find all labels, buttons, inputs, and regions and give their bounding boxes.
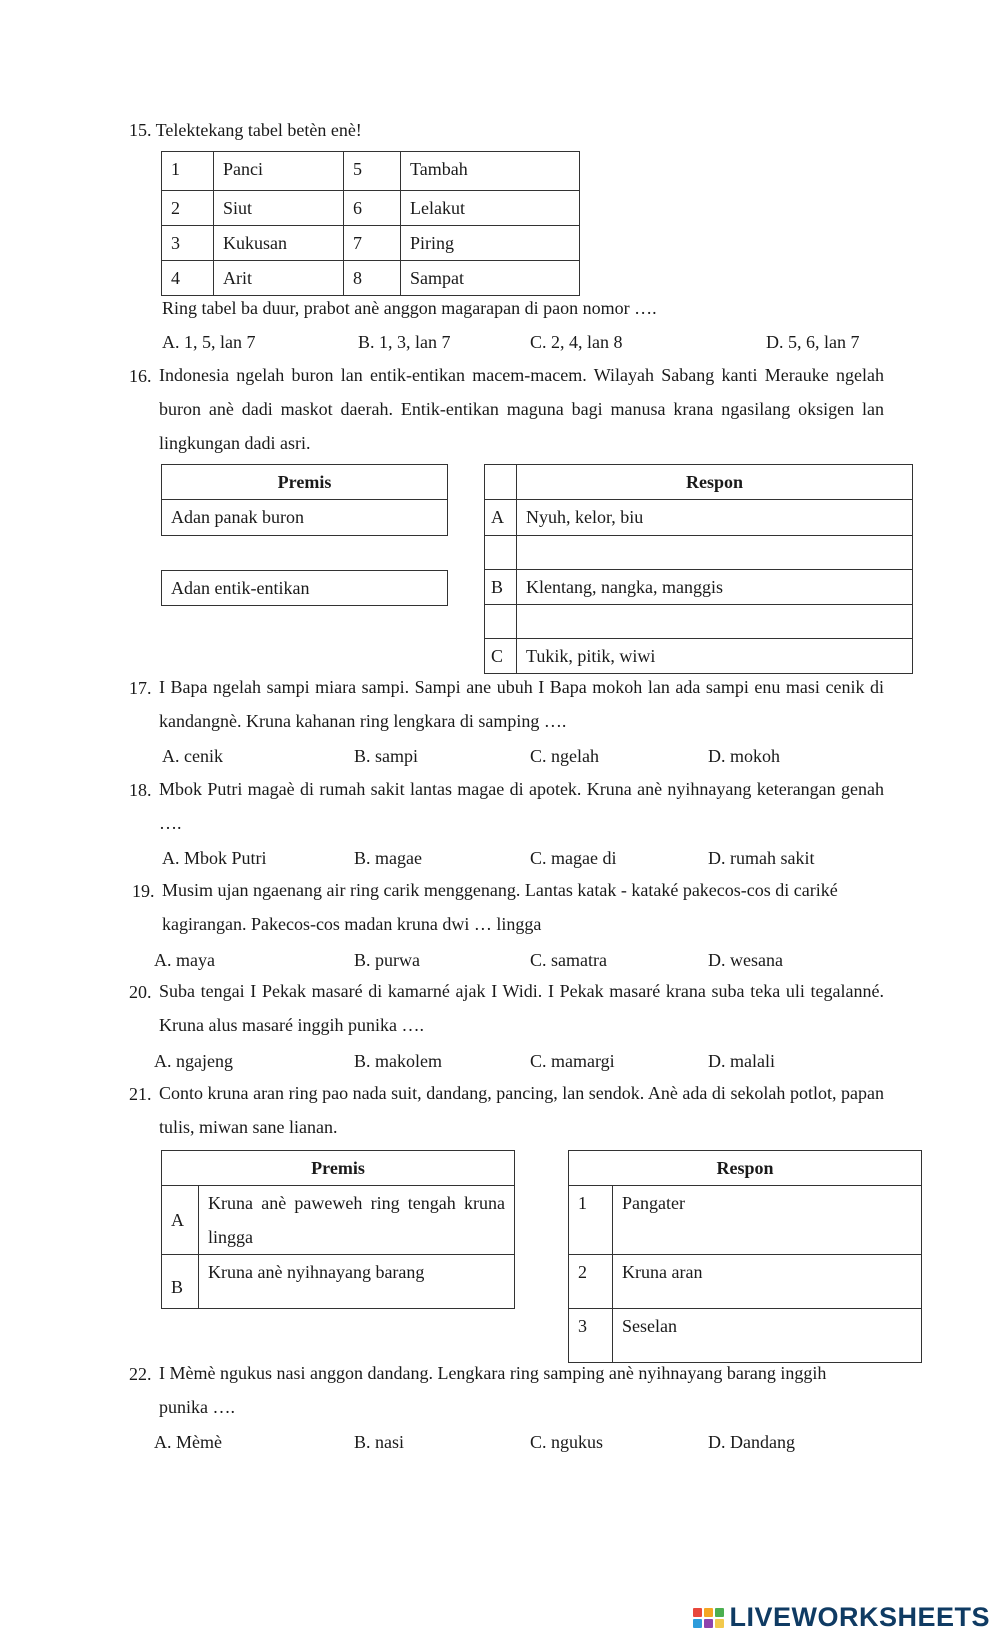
table-cell: Panci (214, 152, 344, 191)
table-row (162, 1255, 515, 1309)
q19-number: 19. (132, 881, 155, 901)
respon-item: Seselan (613, 1309, 922, 1363)
q17-text: I Bapa ngelah sampi miara sampi. Sampi ane ubuh I Bapa mokoh lan ada sampi enu masi cenik di kandangnè. Kruna kahanan ring lengkara di samping …. (159, 677, 884, 731)
q16-premis-table (161, 464, 448, 536)
respon-item: Pangater (613, 1186, 922, 1255)
q20-option-a[interactable]: A. ngajeng (154, 1051, 233, 1071)
q15-after-text: Ring tabel ba duur, prabot anè anggon magarapan di paon nomor …. (162, 298, 657, 318)
q19-text: Musim ujan ngaenang air ring carik menggenang. Lantas katak - kataké pakecos-cos di cariké kagirangan. Pakecos-cos madan kruna dwi … lingga (162, 880, 838, 934)
q19-option-c[interactable]: C. samatra (530, 950, 607, 970)
q20-option-d[interactable]: D. malali (708, 1051, 775, 1071)
q22-option-c[interactable]: C. ngukus (530, 1432, 604, 1452)
table-row (162, 261, 580, 296)
table-cell: Piring (401, 226, 580, 261)
table-cell: 6 (344, 191, 401, 226)
q21-text: Conto kruna aran ring pao nada suit, dandang, pancing, lan sendok. Anè ada di sekolah potlot, papan tulis, miwan sane lianan. (159, 1083, 884, 1137)
respon-item: Nyuh, kelor, biu (517, 500, 913, 536)
q16-number: 16. (129, 366, 152, 386)
q21-premis-table (161, 1150, 515, 1309)
q17-option-c[interactable]: C. ngelah (530, 746, 599, 766)
respon-number: 1 (569, 1186, 613, 1255)
liveworksheets-logo (693, 1602, 990, 1633)
q18-text: Mbok Putri magaè di rumah sakit lantas magae di apotek. Kruna anè nyihnayang keterangan genah …. (159, 779, 884, 833)
q17-option-d[interactable]: D. mokoh (708, 746, 780, 766)
q15-option-b[interactable]: B. 1, 3, lan 7 (358, 332, 451, 352)
q19-option-a[interactable]: A. maya (154, 950, 215, 970)
table-cell: 4 (162, 261, 214, 296)
respon-letter: A (485, 500, 517, 536)
respon-letter: C (485, 639, 517, 674)
q19-option-b[interactable]: B. purwa (354, 950, 420, 970)
q18-option-d[interactable]: D. rumah sakit (708, 848, 815, 868)
premis-letter: B (162, 1255, 199, 1309)
respon-item: Klentang, nangka, manggis (517, 570, 913, 605)
q16-respon-table (484, 464, 913, 674)
q15-text: 15. Telektekang tabel betèn enè! (129, 120, 362, 140)
logo-mark-icon (693, 1608, 724, 1628)
table-row (162, 226, 580, 261)
q20-number: 20. (129, 982, 152, 1002)
table-row (569, 1309, 922, 1363)
respon-item: Kruna aran (613, 1255, 922, 1309)
q18-option-a[interactable]: A. Mbok Putri (162, 848, 267, 868)
q17-option-b[interactable]: B. sampi (354, 746, 419, 766)
table-cell: 3 (162, 226, 214, 261)
table-row (569, 1255, 922, 1309)
respon-header: Respon (569, 1151, 922, 1186)
table-cell: Siut (214, 191, 344, 226)
q15-option-c[interactable]: C. 2, 4, lan 8 (530, 332, 623, 352)
respon-item: Tukik, pitik, wiwi (517, 639, 913, 674)
table-row (162, 1186, 515, 1255)
respon-letter: B (485, 570, 517, 605)
q22-option-b[interactable]: B. nasi (354, 1432, 405, 1452)
premis-letter: A (162, 1186, 199, 1255)
q20-option-c[interactable]: C. mamargi (530, 1051, 615, 1071)
q18-option-b[interactable]: B. magae (354, 848, 422, 868)
premis-header: Premis (162, 465, 448, 500)
q17-option-a[interactable]: A. cenik (162, 746, 223, 766)
logo-text: LIVEWORKSHEETS (729, 1602, 990, 1632)
table-row (569, 1186, 922, 1255)
table-cell: Sampat (401, 261, 580, 296)
q15-table (161, 151, 580, 296)
q19-option-d[interactable]: D. wesana (708, 950, 783, 970)
q21-number: 21. (129, 1084, 152, 1104)
premis-item: Kruna anè nyihnayang barang (199, 1255, 515, 1309)
respon-header: Respon (517, 465, 913, 500)
premis-item: Adan entik-entikan (162, 571, 448, 606)
table-cell: Kukusan (214, 226, 344, 261)
q18-number: 18. (129, 780, 152, 800)
premis-item: Kruna anè paweweh ring tengah kruna lingga (199, 1186, 515, 1255)
table-cell: Tambah (401, 152, 580, 191)
q15-option-a[interactable]: A. 1, 5, lan 7 (162, 332, 256, 352)
q22-text: I Mèmè ngukus nasi anggon dandang. Lengkara ring samping anè nyihnayang barang inggih punika …. (159, 1363, 827, 1417)
q22-option-a[interactable]: A. Mèmè (154, 1432, 222, 1452)
q20-text: Suba tengai I Pekak masaré di kamarné ajak I Widi. I Pekak masaré krana suba teka uli tegalanné. Kruna alus masaré inggih punika …. (159, 981, 884, 1035)
table-cell: 1 (162, 152, 214, 191)
table-cell: Lelakut (401, 191, 580, 226)
q21-respon-table (568, 1150, 922, 1363)
respon-number: 3 (569, 1309, 613, 1363)
q17-number: 17. (129, 678, 152, 698)
table-cell: Arit (214, 261, 344, 296)
q22-number: 22. (129, 1364, 152, 1384)
q22-option-d[interactable]: D. Dandang (708, 1432, 795, 1452)
table-row (485, 570, 913, 605)
premis-header: Premis (162, 1151, 515, 1186)
q18-option-c[interactable]: C. magae di (530, 848, 617, 868)
table-cell: 2 (162, 191, 214, 226)
q15-option-d[interactable]: D. 5, 6, lan 7 (766, 332, 860, 352)
respon-number: 2 (569, 1255, 613, 1309)
table-row (162, 152, 580, 191)
table-cell: 8 (344, 261, 401, 296)
q16-premis-table-2 (161, 570, 448, 606)
premis-item: Adan panak buron (162, 500, 448, 536)
table-row (485, 639, 913, 674)
table-row (162, 191, 580, 226)
table-cell: 5 (344, 152, 401, 191)
table-row (485, 500, 913, 536)
q16-text: Indonesia ngelah buron lan entik-entikan macem-macem. Wilayah Sabang kanti Merauke ngelah buron anè dadi maskot daerah. Entik-entikan maguna bagi manusa krana ngasilang oksigen lan lingkungan dadi asri. (159, 365, 884, 453)
q20-option-b[interactable]: B. makolem (354, 1051, 442, 1071)
table-cell: 7 (344, 226, 401, 261)
